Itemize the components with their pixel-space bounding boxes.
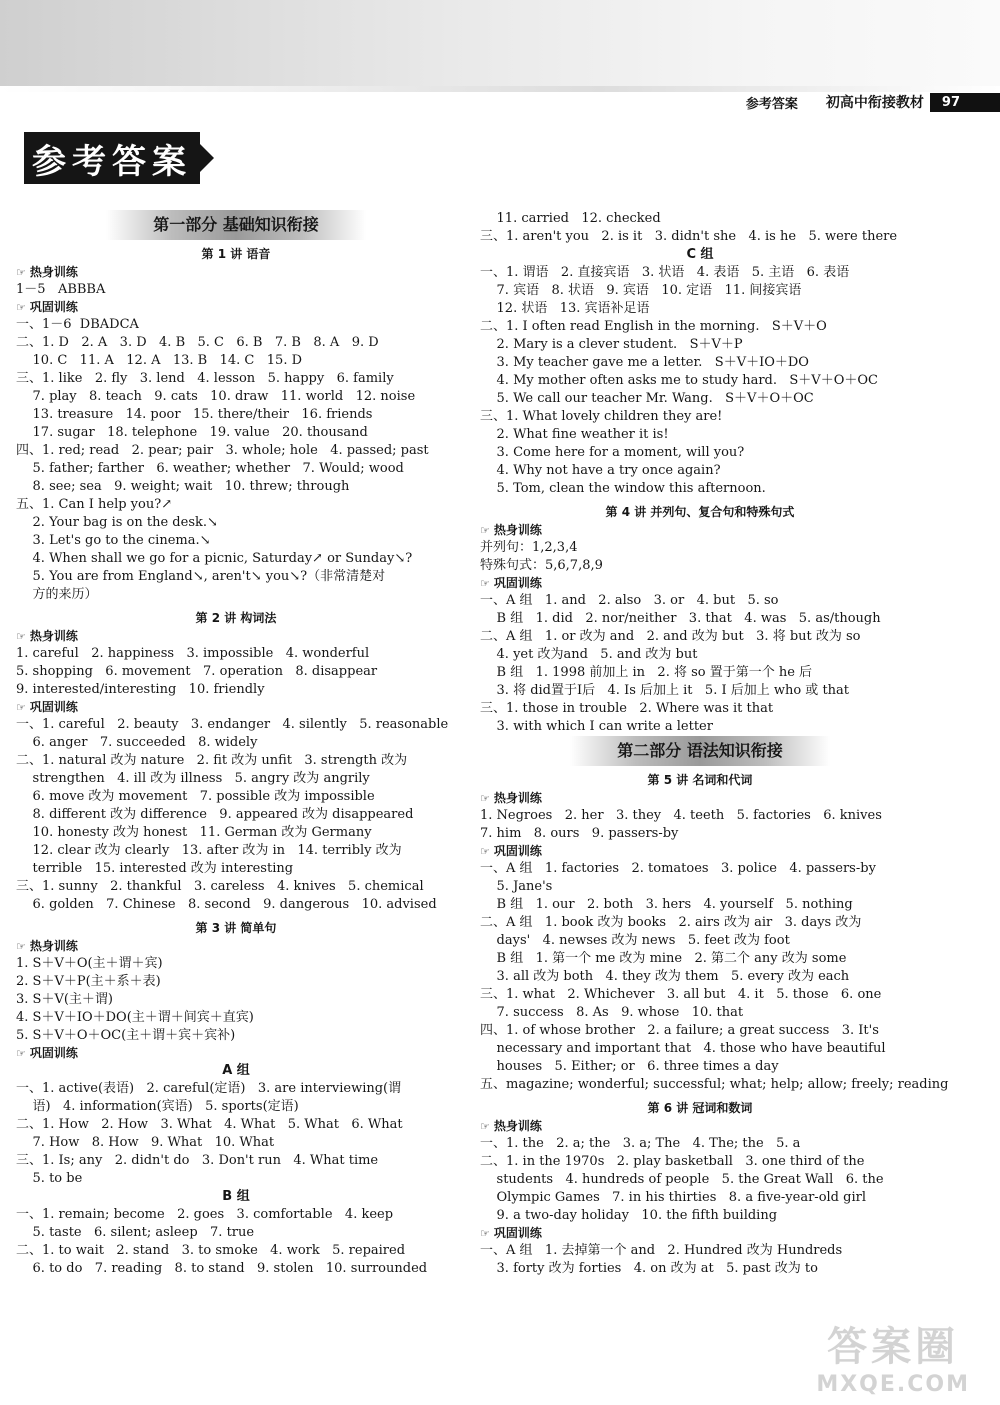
lesson-heading: 第 2 讲 构词法 xyxy=(195,611,277,625)
answer-line: B 组 1. 第一个 me 改为 mine 2. 第二个 any 改为 some xyxy=(480,951,847,966)
answer-line: 1. careful 2. happiness 3. impossible 4. wonderful xyxy=(16,646,370,661)
subheading-label: 热身训练 xyxy=(29,265,78,279)
lesson-heading: 第 5 讲 名词和代词 xyxy=(647,773,753,787)
answer-line: 3. My teacher gave me a letter. S＋V＋IO＋DO xyxy=(480,355,809,370)
answer-line: 并列句：1,2,3,4 xyxy=(480,540,578,555)
answer-line: 5. S＋V＋O＋OC(主＋谓＋宾＋宾补) xyxy=(16,1028,236,1043)
subheading-label: 巩固训练 xyxy=(29,700,78,714)
answer-line: 5. father; farther 6. weather; whether 7. Would; wood xyxy=(16,461,404,476)
exercise-subheading xyxy=(480,522,920,539)
page-title: 参考答案 xyxy=(24,132,200,184)
answer-line: 7. him 8. ours 9. passers-by xyxy=(480,826,679,841)
watermark-url: MXQE.COM xyxy=(816,1372,970,1397)
lesson-heading: 第 1 讲 语音 xyxy=(201,247,271,261)
subheading-label: 热身训练 xyxy=(493,523,542,537)
answer-line: 7. play 8. teach 9. cats 10. draw 11. world 12. noise xyxy=(16,389,416,404)
answer-line: 一、A 组 1. factories 2. tomatoes 3. police 4. passers-by xyxy=(480,861,876,876)
answer-line: 12. clear 改为 clearly 13. after 改为 in 14. terribly 改为 xyxy=(16,843,402,858)
lesson-heading: 第 6 讲 冠词和数词 xyxy=(647,1101,753,1115)
answer-line: 二、1. D 2. A 3. D 4. B 5. C 6. B 7. B 8. A 9. D xyxy=(16,335,379,350)
answer-line: 9. a two-day holiday 10. the fifth building xyxy=(480,1208,778,1223)
answer-line: 一、1. the 2. a; the 3. a; The 4. The; the 5. a xyxy=(480,1136,801,1151)
subheading-label: 巩固训练 xyxy=(493,1226,542,1240)
pointing-hand-icon: ☞ xyxy=(480,1120,490,1133)
answer-line: Olympic Games 7. in his thirties 8. a five-year-old girl xyxy=(480,1190,866,1205)
answer-line: 3. all 改为 both 4. they 改为 them 5. every 改为 each xyxy=(480,969,850,984)
exercise-subheading xyxy=(480,575,920,592)
group-heading: C 组 xyxy=(686,247,714,262)
answer-line: 特殊句式：5,6,7,8,9 xyxy=(480,558,603,573)
answer-line: 一、A 组 1. 去掉第一个 and 2. Hundred 改为 Hundreds xyxy=(480,1243,843,1258)
answer-line: 二、1. to wait 2. stand 3. to smoke 4. work 5. repaired xyxy=(16,1243,406,1258)
pointing-hand-icon: ☞ xyxy=(480,845,490,858)
answer-line: 语) 4. information(宾语) 5. sports(定语) xyxy=(16,1099,299,1114)
answer-line: 五、magazine; wonderful; successful; what; help; allow; freely; reading xyxy=(480,1077,949,1092)
answer-line: 1. Negroes 2. her 3. they 4. teeth 5. factories 6. knives xyxy=(480,808,882,823)
answer-line: 17. sugar 18. telephone 19. value 20. thousand xyxy=(16,425,368,440)
answer-line: 2. S＋V＋P(主＋系＋表) xyxy=(16,974,161,989)
answer-line: days' 4. newses 改为 news 5. feet 改为 foot xyxy=(480,933,790,948)
answer-line: 三、1. Is; any 2. didn't do 3. Don't run 4. What time xyxy=(16,1153,379,1168)
exercise-subheading xyxy=(16,938,456,955)
pointing-hand-icon: ☞ xyxy=(16,301,26,314)
subheading-label: 巩固训练 xyxy=(29,1046,78,1060)
answer-line: 二、1. natural 改为 nature 2. fit 改为 unfit 3. strength 改为 xyxy=(16,753,408,768)
subheading-label: 热身训练 xyxy=(493,791,542,805)
header-book-title: 初高中衔接教材 xyxy=(825,95,924,111)
left-column xyxy=(16,210,456,1278)
part-heading: 第一部分 基础知识衔接 xyxy=(106,210,366,240)
answer-line: 6. golden 7. Chinese 8. second 9. dangerous 10. advised xyxy=(16,897,437,912)
answer-line: 12. 状语 13. 宾语补足语 xyxy=(480,301,650,316)
answer-line: 10. C 11. A 12. A 13. B 14. C 15. D xyxy=(16,353,302,368)
answer-line: necessary and important that 4. those who have beautiful xyxy=(480,1041,886,1056)
answer-line: 13. treasure 14. poor 15. there/their 16. friends xyxy=(16,407,373,422)
answer-line: 5. shopping 6. movement 7. operation 8. disappear xyxy=(16,664,378,679)
answer-line: 5. We call our teacher Mr. Wang. S＋V＋O＋OC xyxy=(480,391,814,406)
pointing-hand-icon: ☞ xyxy=(16,630,26,643)
answer-line: 四、1. red; read 2. pear; pair 3. whole; hole 4. passed; past xyxy=(16,443,429,458)
answer-line: 8. different 改为 difference 9. appeared 改为 disappeared xyxy=(16,807,414,822)
subheading-label: 热身训练 xyxy=(493,1119,542,1133)
answer-line: 二、1. I often read English in the morning. S＋V＋O xyxy=(480,319,827,334)
answer-line: 7. 宾语 8. 状语 9. 宾语 10. 定语 11. 间接宾语 xyxy=(480,283,802,298)
answer-line: 一、1. remain; become 2. goes 3. comfortable 4. keep xyxy=(16,1207,394,1222)
answer-line: 三、1. what 2. Whichever 3. all but 4. it 5. those 6. one xyxy=(480,987,882,1002)
answer-line: houses 5. Either; or 6. three times a day xyxy=(480,1059,779,1074)
exercise-subheading xyxy=(16,264,456,281)
lesson-heading: 第 4 讲 并列句、复合句和特殊句式 xyxy=(605,505,795,519)
exercise-subheading xyxy=(480,843,920,860)
subheading-label: 热身训练 xyxy=(29,939,78,953)
pointing-hand-icon: ☞ xyxy=(480,524,490,537)
subheading-label: 巩固训练 xyxy=(493,844,542,858)
answer-line: 4. S＋V＋IO＋DO(主＋谓＋间宾＋直宾) xyxy=(16,1010,254,1025)
exercise-subheading xyxy=(480,790,920,807)
exercise-subheading xyxy=(16,628,456,645)
answer-line: 三、1. What lovely children they are! xyxy=(480,409,723,424)
exercise-subheading xyxy=(480,1225,920,1242)
answer-line: 二、A 组 1. or 改为 and 2. and 改为 but 3. 将 but 改为 so xyxy=(480,629,861,644)
answer-line: 2. What fine weather it is! xyxy=(480,427,669,442)
pointing-hand-icon: ☞ xyxy=(480,577,490,590)
answer-line: strengthen 4. ill 改为 illness 5. angry 改为 angrily xyxy=(16,771,370,786)
answer-line: 2. Your bag is on the desk.↘ xyxy=(16,515,218,530)
answer-line: 五、1. Can I help you?↗ xyxy=(16,497,173,512)
answer-line: 4. Why not have a try once again? xyxy=(480,463,721,478)
watermark xyxy=(816,1315,970,1397)
answer-line: 方的来历） xyxy=(16,587,98,602)
answer-line: 5. Jane's xyxy=(480,879,553,894)
page-number: 97 xyxy=(930,93,1000,112)
answer-line: 3. Come here for a moment, will you? xyxy=(480,445,745,460)
pointing-hand-icon: ☞ xyxy=(16,1047,26,1060)
answer-line: 4. My mother often asks me to study hard. S＋V＋O＋OC xyxy=(480,373,878,388)
subheading-label: 巩固训练 xyxy=(29,300,78,314)
answer-line: 三、1. aren't you 2. is it 3. didn't she 4. is he 5. were there xyxy=(480,229,898,244)
answer-line: 一、1. careful 2. beauty 3. endanger 4. silently 5. reasonable xyxy=(16,717,449,732)
answer-line: 1. S＋V＋O(主＋谓＋宾) xyxy=(16,956,163,971)
answer-line: 3. with which I can write a letter xyxy=(480,719,713,734)
subheading-label: 巩固训练 xyxy=(493,576,542,590)
answer-line: 三、1. sunny 2. thankful 3. careless 4. knives 5. chemical xyxy=(16,879,424,894)
answer-line: 3. forty 改为 forties 4. on 改为 at 5. past 改为 to xyxy=(480,1261,818,1276)
answer-line: terrible 15. interested 改为 interesting xyxy=(16,861,294,876)
answer-line: 5. to be xyxy=(16,1171,83,1186)
answer-line: 3. 将 did置于I后 4. Is 后加上 it 5. I 后加上 who 或 that xyxy=(480,683,850,698)
answer-line: 四、1. of whose brother 2. a failure; a great success 3. It's xyxy=(480,1023,879,1038)
answer-line: 5. You are from England↘, aren't↘ you↘?（非常清楚对 xyxy=(16,569,386,584)
answer-line: 4. When shall we go for a picnic, Saturday↗ or Sunday↘? xyxy=(16,551,413,566)
answer-line: 一、1. active(表语) 2. careful(定语) 3. are interviewing(谓 xyxy=(16,1081,402,1096)
right-column xyxy=(480,210,949,1278)
answer-line: 8. see; sea 9. weight; wait 10. threw; through xyxy=(16,479,350,494)
pointing-hand-icon: ☞ xyxy=(16,266,26,279)
answer-line: 11. carried 12. checked xyxy=(480,211,661,226)
answer-line: 3. Let's go to the cinema.↘ xyxy=(16,533,211,548)
answer-line: 三、1. like 2. fly 3. lend 4. lesson 5. happy 6. family xyxy=(16,371,394,386)
answer-line: 7. How 8. How 9. What 10. What xyxy=(16,1135,275,1150)
answer-line: 9. interested/interesting 10. friendly xyxy=(16,682,265,697)
answer-line: 一、1. 谓语 2. 直接宾语 3. 状语 4. 表语 5. 主语 6. 表语 xyxy=(480,265,850,280)
answer-line: 7. success 8. As 9. whose 10. that xyxy=(480,1005,744,1020)
answer-line: 6. move 改为 movement 7. possible 改为 impossible xyxy=(16,789,375,804)
answer-line: B 组 1. 1998 前加上 in 2. 将 so 置于第一个 he 后 xyxy=(480,665,813,680)
header-section: 参考答案 xyxy=(745,96,798,112)
answer-line: 1－5 ABBBA xyxy=(16,282,106,297)
top-banner xyxy=(0,0,1000,92)
answer-line: 5. taste 6. silent; asleep 7. true xyxy=(16,1225,255,1240)
answer-line: 一、A 组 1. and 2. also 3. or 4. but 5. so xyxy=(480,593,779,608)
exercise-subheading xyxy=(16,1045,456,1062)
answer-line: 二、1. How 2. How 3. What 4. What 5. What 6. What xyxy=(16,1117,403,1132)
pointing-hand-icon: ☞ xyxy=(16,701,26,714)
answer-line: 10. honesty 改为 honest 11. German 改为 Germany xyxy=(16,825,372,840)
exercise-subheading xyxy=(480,1118,920,1135)
answer-line: 4. yet 改为and 5. and 改为 but xyxy=(480,647,698,662)
answer-line: 二、A 组 1. book 改为 books 2. airs 改为 air 3. days 改为 xyxy=(480,915,862,930)
group-heading: A 组 xyxy=(222,1063,250,1078)
subheading-label: 热身训练 xyxy=(29,629,78,643)
answer-line: 二、1. in the 1970s 2. play basketball 3. one third of the xyxy=(480,1154,865,1169)
answer-line: 3. S＋V(主＋谓) xyxy=(16,992,113,1007)
answer-line: students 4. hundreds of people 5. the Great Wall 6. the xyxy=(480,1172,884,1187)
exercise-subheading xyxy=(16,299,456,316)
watermark-logo: 答案圈 xyxy=(827,1324,960,1370)
answer-line: 2. Mary is a clever student. S＋V＋P xyxy=(480,337,743,352)
running-header xyxy=(746,92,1000,112)
answer-line: B 组 1. our 2. both 3. hers 4. yourself 5. nothing xyxy=(480,897,853,912)
pointing-hand-icon: ☞ xyxy=(16,940,26,953)
answer-line: B 组 1. did 2. nor/neither 3. that 4. was 5. as/though xyxy=(480,611,881,626)
answer-line: 5. Tom, clean the window this afternoon. xyxy=(480,481,766,496)
part-heading: 第二部分 语法知识衔接 xyxy=(570,736,830,766)
lesson-heading: 第 3 讲 简单句 xyxy=(195,921,277,935)
pointing-hand-icon: ☞ xyxy=(480,792,490,805)
answer-line: 6. anger 7. succeeded 8. widely xyxy=(16,735,258,750)
answer-line: 6. to do 7. reading 8. to stand 9. stolen 10. surrounded xyxy=(16,1261,428,1276)
pointing-hand-icon: ☞ xyxy=(480,1227,490,1240)
answer-line: 三、1. those in trouble 2. Where was it that xyxy=(480,701,774,716)
answer-line: 一、1－6 DBADCA xyxy=(16,317,139,332)
exercise-subheading xyxy=(16,699,456,716)
group-heading: B 组 xyxy=(222,1189,250,1204)
